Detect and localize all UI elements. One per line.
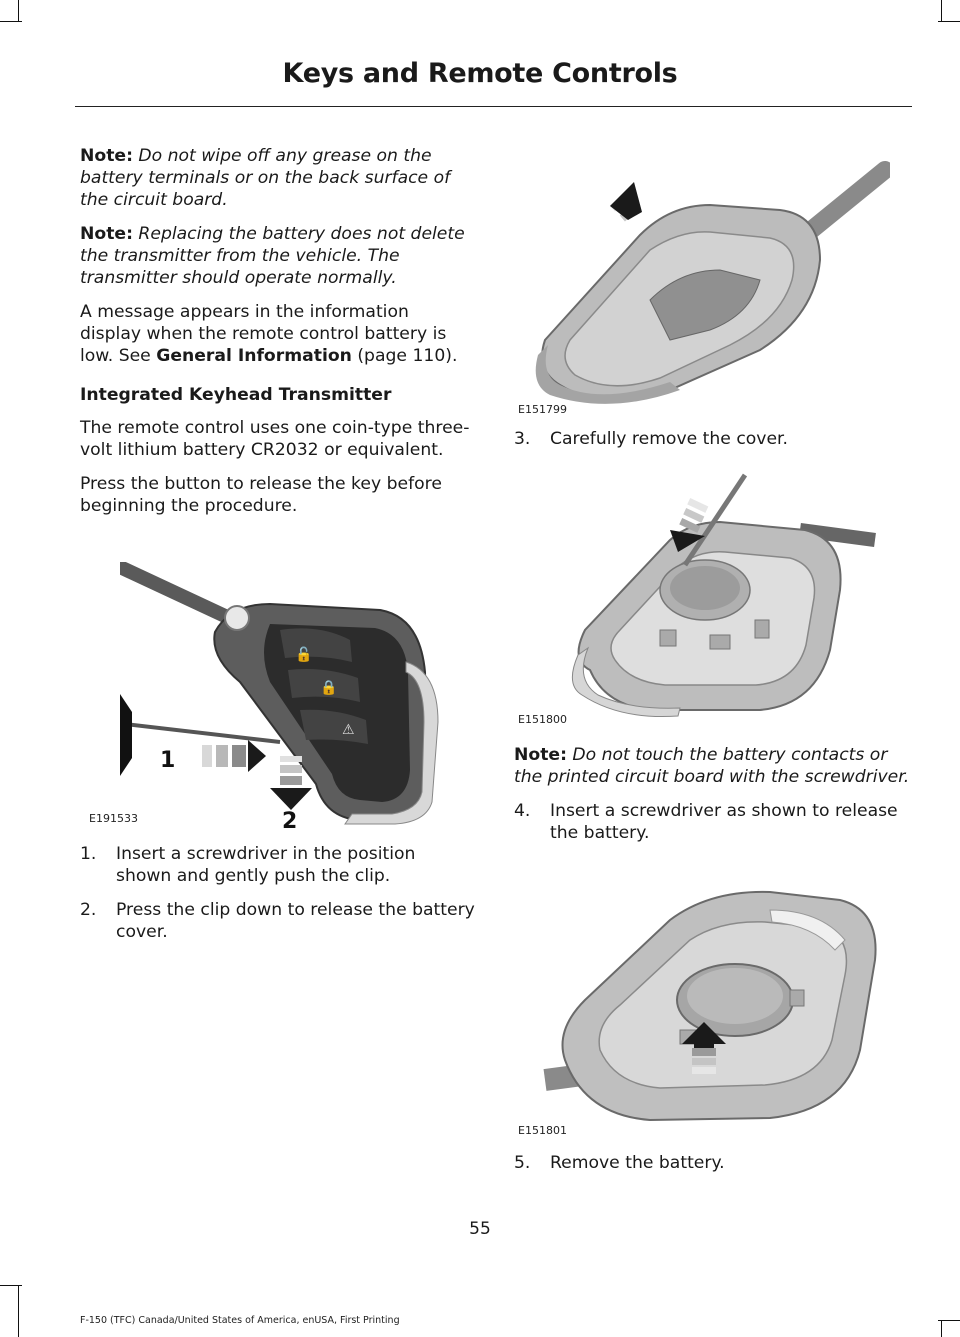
right-notes-block bbox=[514, 744, 914, 856]
figure-code: E151801 bbox=[518, 1124, 567, 1137]
crop-mark bbox=[941, 1320, 942, 1337]
note-grease: Note: Do not wipe off any grease on the battery terminals or on the back surface of the circuit board. bbox=[80, 146, 451, 210]
open-cover-illustration bbox=[560, 470, 880, 720]
crop-mark bbox=[18, 1285, 19, 1337]
step-3: 3. Carefully remove the cover. bbox=[514, 429, 788, 449]
figure-flip-key bbox=[120, 562, 452, 832]
step-2: 2. Press the clip down to release the battery cover. bbox=[80, 900, 475, 942]
header-rule bbox=[75, 106, 912, 107]
crop-mark bbox=[938, 1320, 960, 1321]
flip-key-illustration bbox=[120, 562, 452, 832]
figure-cover-removal bbox=[530, 150, 890, 412]
battery-low-message: A message appears in the information display when the remote control battery is low. See General Information (page 110). bbox=[80, 302, 458, 366]
figure-battery-release bbox=[540, 880, 885, 1125]
figure-code: E151799 bbox=[518, 403, 567, 416]
callout-1: 1 bbox=[160, 748, 176, 773]
figure-code: E151800 bbox=[518, 713, 567, 726]
crop-mark bbox=[941, 0, 942, 22]
section-heading: Integrated Keyhead Transmitter bbox=[80, 385, 392, 405]
left-column bbox=[80, 145, 475, 529]
edition-line: F-150 (TFC) Canada/United States of America, enUSA, First Printing bbox=[80, 1315, 400, 1326]
step-5-block bbox=[514, 1152, 914, 1186]
crop-mark bbox=[18, 0, 19, 22]
cover-removal-illustration bbox=[530, 150, 890, 412]
left-steps bbox=[80, 843, 475, 955]
step-3-block bbox=[514, 428, 914, 462]
release-key-paragraph: Press the button to release the key before beginning the procedure. bbox=[80, 474, 442, 516]
battery-release-illustration bbox=[540, 880, 885, 1125]
battery-type-paragraph: The remote control uses one coin-type three-volt lithium battery CR2032 or equivalent. bbox=[80, 418, 470, 460]
crop-mark bbox=[0, 1285, 22, 1286]
crop-mark bbox=[938, 21, 960, 22]
page-title: Keys and Remote Controls bbox=[282, 58, 678, 89]
svg-text:🔒: 🔒 bbox=[320, 680, 338, 696]
figure-open-cover bbox=[560, 470, 880, 720]
general-information-link[interactable]: General Information bbox=[156, 346, 352, 366]
note-contacts: Note: Do not touch the battery contacts or the printed circuit board with the screwdriver. bbox=[514, 745, 910, 787]
svg-text:🔓: 🔓 bbox=[295, 647, 313, 663]
step-4: 4. Insert a screwdriver as shown to release the battery. bbox=[514, 801, 898, 843]
page-number: 55 bbox=[469, 1219, 491, 1239]
crop-mark bbox=[0, 21, 22, 22]
callout-2: 2 bbox=[282, 809, 298, 832]
note-transmitter: Note: Replacing the battery does not delete the transmitter from the vehicle. The transmitter should operate normally. bbox=[80, 224, 465, 288]
step-1: 1. Insert a screwdriver in the position shown and gently push the clip. bbox=[80, 844, 416, 886]
figure-code: E191533 bbox=[89, 812, 138, 825]
svg-text:⚠: ⚠ bbox=[342, 722, 355, 738]
step-5: 5. Remove the battery. bbox=[514, 1153, 725, 1173]
